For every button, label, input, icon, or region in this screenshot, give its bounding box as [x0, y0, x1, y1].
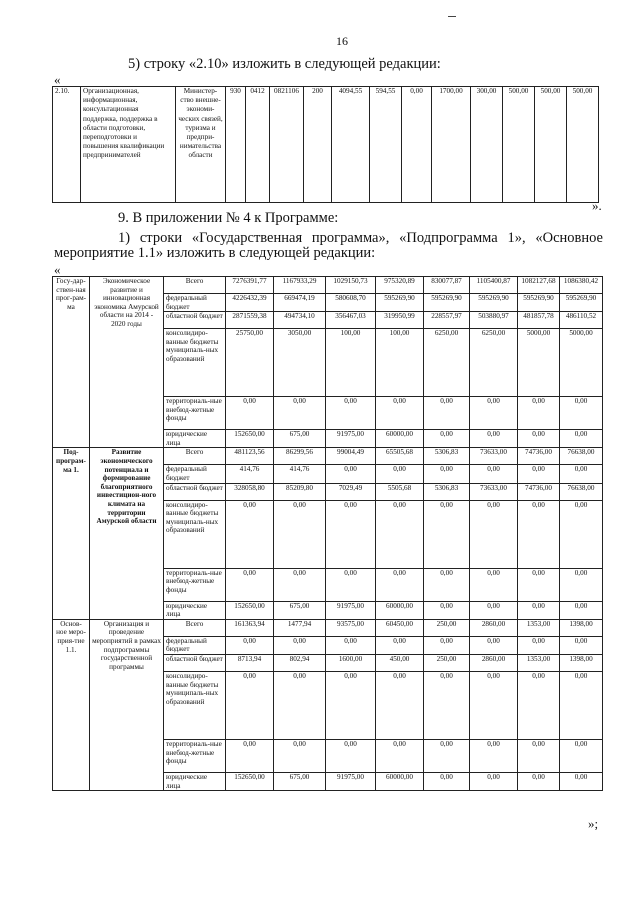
funding-source: федеральный бюджет	[164, 636, 226, 654]
value-cell: 0,00	[326, 568, 376, 601]
value-cell: 0,00	[470, 636, 518, 654]
value-cell: 830077,87	[424, 277, 470, 294]
value-cell: 0,00	[560, 397, 603, 430]
value-cell: 0,00	[376, 500, 424, 568]
value-cell: 0,00	[226, 739, 274, 772]
value-cell: 0,00	[326, 465, 376, 483]
funding-source: территориаль-ные внебюд-жетные фонды	[164, 739, 226, 772]
value-cell: 0,00	[226, 671, 274, 739]
value-cell: 7276391,77	[226, 277, 274, 294]
value-cell: 0,00	[424, 772, 470, 790]
value-cell: 0,00	[226, 397, 274, 430]
program-name: Экономическое развитие и инновационная экономика Амурской области на 2014 - 2020 годы	[90, 277, 164, 448]
scan-mark	[448, 16, 456, 17]
value-cell: 91975,00	[326, 772, 376, 790]
value-cell: 595269,90	[470, 294, 518, 312]
value-cell: 669474,19	[274, 294, 326, 312]
value-cell: 414,76	[274, 465, 326, 483]
value-cell: 0,00	[274, 671, 326, 739]
value-cell: 250,00	[424, 654, 470, 671]
value-cell: 0,00	[560, 739, 603, 772]
value-cell: 60000,00	[376, 772, 424, 790]
value-cell: 1086380,42	[560, 277, 603, 294]
value-cell: 595269,90	[424, 294, 470, 312]
value-cell: 0,00	[274, 568, 326, 601]
value-cell: 2860,00	[470, 619, 518, 636]
funding-source: федеральный бюджет	[164, 465, 226, 483]
level-label: Госу-дар-ствен-ная прог-рам-ма	[53, 277, 90, 448]
value-cell: 1082127,68	[518, 277, 560, 294]
funding-source: федеральный бюджет	[164, 294, 226, 312]
value-cell: 74736,00	[518, 483, 560, 500]
value-cell: 0,00	[274, 397, 326, 430]
value-cell: 675,00	[274, 772, 326, 790]
value-cell: 152650,00	[226, 430, 274, 448]
paragraph-1-line1: 1) строки «Государственная программа», «Подпрограмма 1», «Основное	[118, 230, 603, 246]
value-cell: 0,00	[376, 568, 424, 601]
code-cell: 0821106	[270, 87, 304, 203]
value-cell: 1477,94	[274, 619, 326, 636]
value-cell: 85209,80	[274, 483, 326, 500]
funding-source: юридические лица	[164, 772, 226, 790]
value-cell: 0,00	[560, 465, 603, 483]
value-cell: 99004,49	[326, 448, 376, 465]
value-cell: 0,00	[560, 601, 603, 619]
value-cell: 0,00	[560, 671, 603, 739]
value-cell: 0,00	[326, 636, 376, 654]
value-cell: 0,00	[424, 601, 470, 619]
value-cell: 0,00	[424, 430, 470, 448]
open-quote: «	[54, 262, 61, 277]
value-cell: 0,00	[226, 568, 274, 601]
value-cell: 0,00	[518, 739, 560, 772]
value-cell: 76638,00	[560, 448, 603, 465]
value-cell: 0,00	[376, 739, 424, 772]
value-cell: 73633,00	[470, 448, 518, 465]
value-cell: 0,00	[470, 568, 518, 601]
program-name: Развитие экономического потенциала и формирование благоприятного инвестицион-ного климата на территории Амурской области	[90, 448, 164, 619]
value-cell: 595269,90	[518, 294, 560, 312]
value-cell: 1398,00	[560, 619, 603, 636]
value-cell: 76638,00	[560, 483, 603, 500]
funding-source: территориаль-ные внебюд-жетные фонды	[164, 568, 226, 601]
value-cell: 25750,00	[226, 329, 274, 397]
close-quote-1: ».	[592, 198, 602, 213]
paragraph-5: 5) строку «2.10» изложить в следующей редакции:	[128, 56, 441, 72]
value-cell: 500,00	[535, 87, 567, 203]
close-quote-2: »;	[588, 816, 599, 831]
value-cell: 0,00	[518, 636, 560, 654]
value-cell: 802,94	[274, 654, 326, 671]
value-cell: 0,00	[518, 568, 560, 601]
value-cell: 595269,90	[560, 294, 603, 312]
value-cell: 0,00	[518, 465, 560, 483]
value-cell: 0,00	[424, 671, 470, 739]
value-cell: 1700,00	[432, 87, 471, 203]
value-cell: 0,00	[226, 636, 274, 654]
value-cell: 100,00	[376, 329, 424, 397]
paragraph-1-line2: мероприятие 1.1» изложить в следующей редакции:	[54, 245, 376, 261]
value-cell: 0,00	[518, 397, 560, 430]
code-cell: 200	[304, 87, 332, 203]
value-cell: 6250,00	[424, 329, 470, 397]
value-cell: 0,00	[226, 500, 274, 568]
value-cell: 0,00	[560, 568, 603, 601]
value-cell: 0,00	[376, 636, 424, 654]
value-cell: 500,00	[503, 87, 535, 203]
value-cell: 0,00	[470, 772, 518, 790]
value-cell: 0,00	[376, 397, 424, 430]
value-cell: 1398,00	[560, 654, 603, 671]
value-cell: 503880,97	[470, 312, 518, 329]
funding-source: Всего	[164, 619, 226, 636]
value-cell: 975320,89	[376, 277, 424, 294]
value-cell: 74736,00	[518, 448, 560, 465]
value-cell: 91975,00	[326, 601, 376, 619]
value-cell: 675,00	[274, 430, 326, 448]
table-row	[53, 448, 603, 465]
value-cell: 152650,00	[226, 601, 274, 619]
value-cell: 2860,00	[470, 654, 518, 671]
value-cell: 0,00	[560, 636, 603, 654]
value-cell: 328058,80	[226, 483, 274, 500]
value-cell: 0,00	[424, 500, 470, 568]
value-cell: 0,00	[518, 601, 560, 619]
value-cell: 0,00	[274, 739, 326, 772]
funding-source: Всего	[164, 448, 226, 465]
row-2-10	[53, 87, 599, 203]
funding-source: консолидиро-ванные бюджеты муниципаль-ных образований	[164, 329, 226, 397]
value-cell: 91975,00	[326, 430, 376, 448]
code-cell: 930	[226, 87, 246, 203]
value-cell: 0,00	[560, 500, 603, 568]
value-cell: 0,00	[518, 671, 560, 739]
appendix4-table	[52, 276, 603, 791]
page-number: 16	[336, 34, 348, 48]
value-cell: 450,00	[376, 654, 424, 671]
value-cell: 86299,56	[274, 448, 326, 465]
value-cell: 5000,00	[560, 329, 603, 397]
value-cell: 594,55	[370, 87, 402, 203]
value-cell: 1105400,87	[470, 277, 518, 294]
value-cell: 60000,00	[376, 601, 424, 619]
value-cell: 6250,00	[470, 329, 518, 397]
code-cell: 0412	[246, 87, 270, 203]
value-cell: 0,00	[470, 500, 518, 568]
value-cell: 0,00	[560, 772, 603, 790]
value-cell: 65505,68	[376, 448, 424, 465]
value-cell: 7029,49	[326, 483, 376, 500]
value-cell: 5306,83	[424, 483, 470, 500]
row-2-10-table	[52, 86, 599, 203]
value-cell: 481123,56	[226, 448, 274, 465]
funding-source: консолидиро-ванные бюджеты муниципаль-ных образований	[164, 500, 226, 568]
value-cell: 486110,52	[560, 312, 603, 329]
value-cell: 0,00	[470, 430, 518, 448]
open-quote: «	[54, 72, 61, 87]
value-cell: 500,00	[567, 87, 599, 203]
value-cell: 0,00	[470, 739, 518, 772]
value-cell: 675,00	[274, 601, 326, 619]
value-cell: 494734,10	[274, 312, 326, 329]
value-cell: 0,00	[470, 397, 518, 430]
value-cell: 0,00	[274, 500, 326, 568]
funding-source: юридические лица	[164, 601, 226, 619]
value-cell: 0,00	[518, 772, 560, 790]
value-cell: 250,00	[424, 619, 470, 636]
value-cell: 73633,00	[470, 483, 518, 500]
table-row	[53, 619, 603, 636]
value-cell: 4226432,39	[226, 294, 274, 312]
value-cell: 60000,00	[376, 430, 424, 448]
value-cell: 0,00	[518, 500, 560, 568]
value-cell: 0,00	[424, 397, 470, 430]
value-cell: 0,00	[326, 397, 376, 430]
value-cell: 0,00	[424, 636, 470, 654]
value-cell: 0,00	[470, 465, 518, 483]
funding-source: Всего	[164, 277, 226, 294]
value-cell: 1600,00	[326, 654, 376, 671]
value-cell: 5505,68	[376, 483, 424, 500]
value-cell: 5306,83	[424, 448, 470, 465]
level-label: Основ-ное меро-прия-тие 1.1.	[53, 619, 90, 790]
paragraph-9: 9. В приложении № 4 к Программе:	[118, 210, 339, 226]
value-cell: 580608,70	[326, 294, 376, 312]
value-cell: 1167933,29	[274, 277, 326, 294]
value-cell: 0,00	[274, 636, 326, 654]
value-cell: 4094,55	[332, 87, 370, 203]
value-cell: 2871559,38	[226, 312, 274, 329]
value-cell: 1029150,73	[326, 277, 376, 294]
row-number: 2.10.	[53, 87, 81, 203]
value-cell: 319950,99	[376, 312, 424, 329]
funding-source: областной бюджет	[164, 483, 226, 500]
value-cell: 0,00	[424, 465, 470, 483]
value-cell: 228557,97	[424, 312, 470, 329]
funding-source: областной бюджет	[164, 312, 226, 329]
value-cell: 356467,03	[326, 312, 376, 329]
value-cell: 0,00	[376, 465, 424, 483]
funding-source: областной бюджет	[164, 654, 226, 671]
value-cell: 0,00	[326, 500, 376, 568]
funding-source: юридические лица	[164, 430, 226, 448]
row-name: Организационная, информационная, консультационная поддержка, поддержка в области подготовки, переподготовки и повышения квалификации предпринимателей	[81, 87, 176, 203]
value-cell: 8713,94	[226, 654, 274, 671]
value-cell: 0,00	[518, 430, 560, 448]
value-cell: 1353,00	[518, 654, 560, 671]
value-cell: 595269,90	[376, 294, 424, 312]
value-cell: 0,00	[326, 671, 376, 739]
value-cell: 100,00	[326, 329, 376, 397]
value-cell: 0,00	[376, 671, 424, 739]
value-cell: 60450,00	[376, 619, 424, 636]
value-cell: 1353,00	[518, 619, 560, 636]
value-cell: 414,76	[226, 465, 274, 483]
value-cell: 0,00	[424, 568, 470, 601]
table-row	[53, 277, 603, 294]
value-cell: 152650,00	[226, 772, 274, 790]
value-cell: 0,00	[470, 601, 518, 619]
value-cell: 0,00	[560, 430, 603, 448]
row-executor: Министер-ство внешне-экономи-ческих связей, туризма и предпри-нимательства области	[176, 87, 226, 203]
value-cell: 3050,00	[274, 329, 326, 397]
program-name: Организация и проведение мероприятий в рамках подпрограммы государственной программы	[90, 619, 164, 790]
value-cell: 0,00	[424, 739, 470, 772]
value-cell: 93575,00	[326, 619, 376, 636]
value-cell: 300,00	[471, 87, 503, 203]
funding-source: консолидиро-ванные бюджеты муниципаль-ных образований	[164, 671, 226, 739]
value-cell: 481857,78	[518, 312, 560, 329]
funding-source: территориаль-ные внебюд-жетные фонды	[164, 397, 226, 430]
level-label: Под-програм-ма 1.	[53, 448, 90, 619]
value-cell: 0,00	[470, 671, 518, 739]
value-cell: 0,00	[326, 739, 376, 772]
value-cell: 161363,94	[226, 619, 274, 636]
value-cell: 0,00	[402, 87, 432, 203]
value-cell: 5000,00	[518, 329, 560, 397]
